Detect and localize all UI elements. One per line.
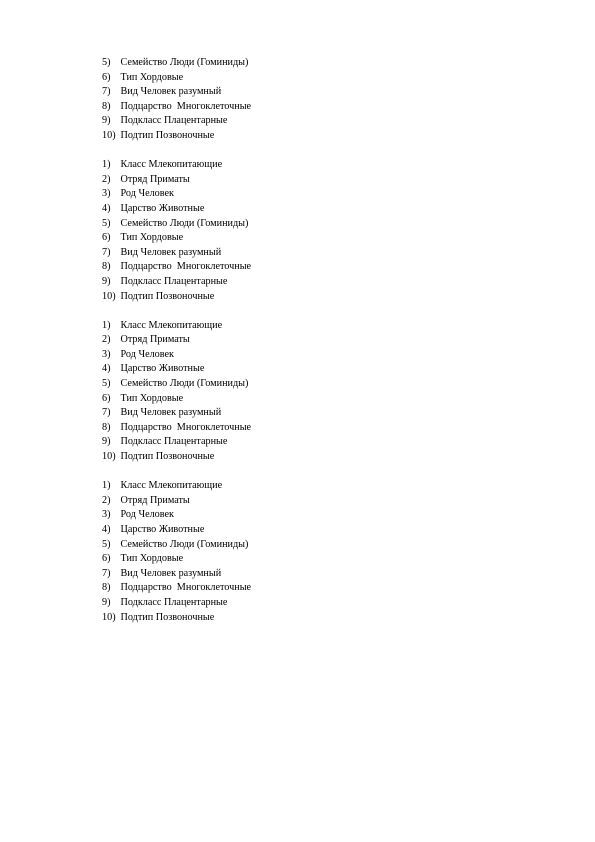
list-item-number: 7) [102, 86, 111, 98]
list-item-number: 2) [102, 334, 111, 346]
list-item [102, 596, 502, 611]
list-item-text: Тип Хордовые [120, 553, 184, 565]
list-item [102, 85, 502, 100]
list-item-text: Класс Млекопитающие [120, 480, 223, 492]
list-item [102, 377, 502, 392]
list-item [102, 611, 502, 626]
list-item-number: 1) [102, 319, 111, 331]
list-item-text: Подтип Позвоночные [120, 611, 215, 623]
list-item-text: Семейство Люди (Гоминиды) [120, 378, 249, 390]
list-item-text: Подцарство Многоклеточные [120, 261, 252, 273]
list-item-number: 4) [102, 202, 111, 214]
list-item-number: 7) [102, 246, 111, 258]
list-item-text: Род Человек [120, 509, 174, 521]
list-item [102, 421, 502, 436]
list-item [102, 114, 502, 129]
list-item-text: Семейство Люди (Гоминиды) [120, 538, 249, 550]
list-item-number: 1) [102, 480, 111, 492]
list-item [102, 362, 502, 377]
list-item-number: 5) [102, 57, 111, 68]
list-item-number: 1) [102, 159, 111, 171]
list-item-number: 6) [102, 392, 111, 404]
list-item-number: 9) [102, 275, 111, 287]
list-item-text: Царство Животные [120, 524, 205, 535]
list-item-number: 3) [102, 348, 111, 360]
list-item [102, 508, 502, 523]
list-item [102, 333, 502, 348]
list-item-number: 8) [102, 582, 111, 594]
taxonomy-list [102, 319, 502, 465]
list-item-number: 10) [102, 129, 116, 141]
list-item [102, 406, 502, 421]
list-item-text: Подкласс Плацентарные [120, 275, 228, 287]
list-item-text: Род Человек [120, 348, 174, 360]
list-item [102, 231, 502, 246]
list-item-text: Подкласс Плацентарные [120, 596, 228, 608]
list-item [102, 129, 502, 144]
list-item [102, 581, 502, 596]
list-item-number: 8) [102, 261, 111, 273]
list-item [102, 538, 502, 553]
list-item [102, 100, 502, 115]
list-item-number: 6) [102, 232, 111, 244]
list-item-text: Тип Хордовые [120, 392, 184, 404]
list-item [102, 567, 502, 582]
list-item-text: Семейство Люди (Гоминиды) [120, 217, 249, 229]
list-item-number: 7) [102, 567, 111, 579]
list-item-number: 3) [102, 188, 111, 200]
list-item-text: Вид Человек разумный [120, 86, 222, 98]
list-item-number: 5) [102, 538, 111, 550]
list-item-number: 9) [102, 115, 111, 127]
list-item-number: 8) [102, 100, 111, 112]
list-item [102, 435, 502, 450]
list-item-text: Подкласс Плацентарные [120, 115, 228, 127]
list-item-text: Отряд Приматы [120, 173, 190, 185]
list-item [102, 246, 502, 261]
list-item [102, 275, 502, 290]
list-item-number: 2) [102, 173, 111, 185]
list-item [102, 71, 502, 86]
list-item-text: Подцарство Многоклеточные [120, 582, 252, 594]
list-item-text: Царство Животные [120, 363, 205, 375]
list-item [102, 450, 502, 465]
list-item [102, 173, 502, 188]
list-item-text: Подтип Позвоночные [120, 290, 215, 302]
list-item-number: 7) [102, 407, 111, 419]
list-item-text: Род Человек [120, 188, 174, 200]
list-item-number: 10) [102, 451, 116, 463]
list-item-text: Подтип Позвоночные [120, 129, 215, 141]
taxonomy-list [102, 479, 502, 625]
list-item-text: Отряд Приматы [120, 494, 190, 506]
list-item [102, 56, 502, 71]
list-item-number: 9) [102, 596, 111, 608]
list-item-number: 5) [102, 217, 111, 229]
list-item-text: Царство Животные [120, 202, 205, 214]
list-item [102, 494, 502, 509]
list-item-number: 3) [102, 509, 111, 521]
list-item [102, 479, 502, 494]
list-item-number: 6) [102, 553, 111, 565]
list-item-text: Тип Хордовые [120, 232, 184, 244]
list-item-text: Вид Человек разумный [120, 407, 222, 419]
list-item-text: Тип Хордовые [120, 71, 184, 83]
list-item [102, 217, 502, 232]
list-item-text: Вид Человек разумный [120, 246, 222, 258]
list-item [102, 202, 502, 217]
list-item [102, 552, 502, 567]
list-item-text: Подтип Позвоночные [120, 451, 215, 463]
list-item-text: Класс Млекопитающие [120, 159, 223, 171]
taxonomy-list [102, 56, 502, 144]
list-item-number: 4) [102, 524, 111, 535]
list-item [102, 392, 502, 407]
list-item [102, 348, 502, 363]
list-item-text: Класс Млекопитающие [120, 319, 223, 331]
list-item-text: Подцарство Многоклеточные [120, 100, 252, 112]
list-item-number: 10) [102, 611, 116, 623]
list-item [102, 523, 502, 538]
list-item [102, 290, 502, 305]
document-page [102, 56, 502, 640]
list-item-number: 2) [102, 494, 111, 506]
taxonomy-list [102, 158, 502, 304]
list-item [102, 319, 502, 334]
list-item-number: 9) [102, 436, 111, 448]
list-item-number: 5) [102, 378, 111, 390]
list-item-text: Подкласс Плацентарные [120, 436, 228, 448]
list-item [102, 158, 502, 173]
list-item-text: Семейство Люди (Гоминиды) [120, 57, 249, 68]
list-item-text: Вид Человек разумный [120, 567, 222, 579]
list-item-number: 6) [102, 71, 111, 83]
list-item [102, 187, 502, 202]
list-item-number: 4) [102, 363, 111, 375]
list-item-number: 8) [102, 421, 111, 433]
list-item-number: 10) [102, 290, 116, 302]
list-item [102, 260, 502, 275]
list-item-text: Отряд Приматы [120, 334, 190, 346]
list-item-text: Подцарство Многоклеточные [120, 421, 252, 433]
